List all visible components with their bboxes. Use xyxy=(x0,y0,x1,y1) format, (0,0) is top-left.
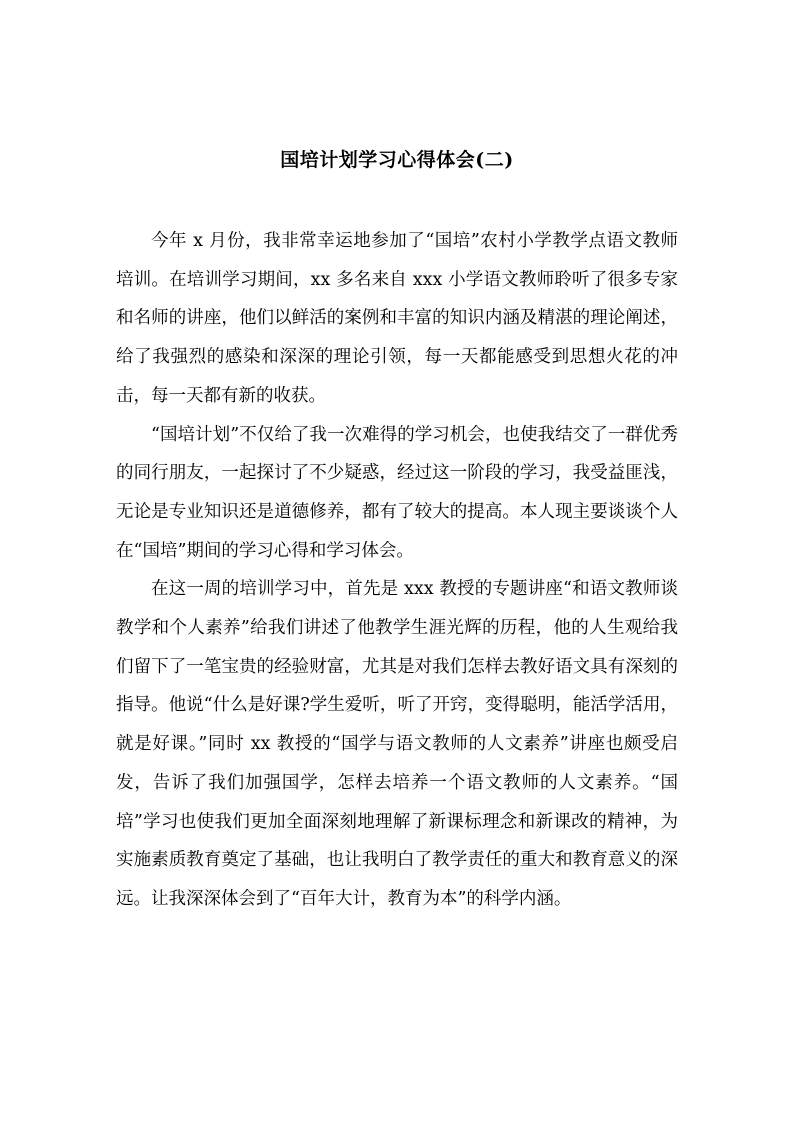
document-body xyxy=(116,222,678,919)
paragraph-2: “国培计划”不仅给了我一次难得的学习机会，也使我结交了一群优秀的同行朋友，一起探讨了不少疑惑，经过这一阶段的学习，我受益匪浅，无论是专业知识还是道德修养，都有了较大的提高。本人现主要谈谈个人在“国培”期间的学习心得和学习体会。 xyxy=(116,424,678,561)
document-title: 国培计划学习心得体会(二) xyxy=(280,149,514,171)
paragraph-3: 在这一周的培训学习中，首先是 xxx 教授的专题讲座“和语文教师谈教学和个人素养”给我们讲述了他教学生涯光辉的历程，他的人生观给我们留下了一笔宝贵的经验财富，尤其是对我们怎样去教好语文具有深刻的指导。他说“什么是好课?学生爱听，听了开窍，变得聪明，能活学活用，就是好课。”同时 xx 教授的“国学与语文教师的人文素养”讲座也颇受启发，告诉了我们加强国学，怎样去培养一个语文教师的人文素养。“国培”学习也使我们更加全面深刻地理解了新课标理念和新课改的精神，为实施素质教育奠定了基础，也让我明白了教学责任的重大和教育意义的深远。让我深深体会到了“百年大计，教育为本”的科学内涵。 xyxy=(116,579,678,909)
paragraph-1: 今年 x 月份，我非常幸运地参加了“国培”农村小学教学点语文教师培训。在培训学习期间，xx 多名来自 xxx 小学语文教师聆听了很多专家和名师的讲座，他们以鲜活的案例和丰富的知识内涵及精湛的理论阐述，给了我强烈的感染和深深的理论引领，每一天都能感受到思想火花的冲击，每一天都有新的收获。 xyxy=(116,231,678,406)
